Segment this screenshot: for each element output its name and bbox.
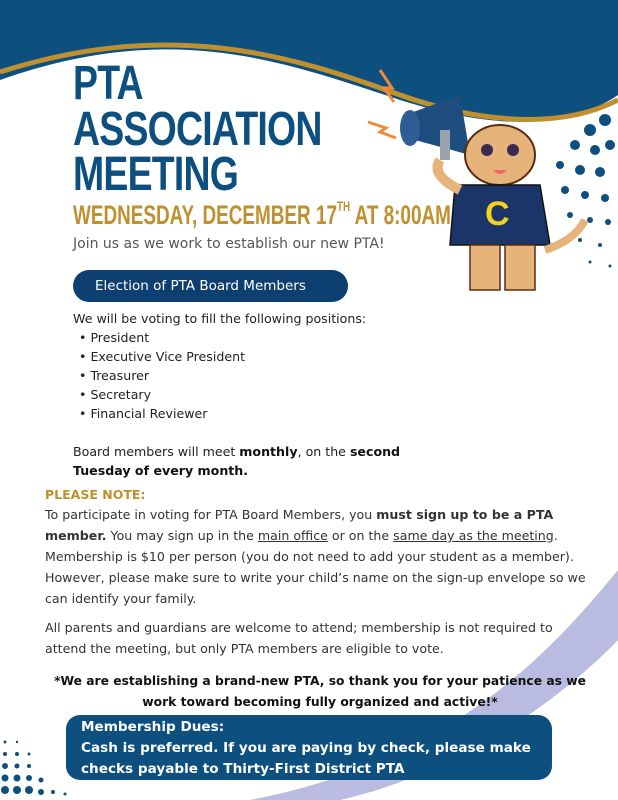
- text: or on the: [327, 528, 394, 543]
- emphasis: must sign up to be a PTA member.: [45, 507, 554, 543]
- meeting-date: [73, 200, 451, 231]
- attendance-paragraph: All parents and guardians are welcome to attend; membership is not required to attend the meeting, but only PTA members are eligible to vote.: [45, 620, 553, 656]
- position-item: • President: [79, 328, 366, 347]
- dot-pattern-bottom-left: [1, 741, 67, 796]
- position-item: • Secretary: [79, 385, 366, 404]
- dues-title: Membership Dues:: [81, 719, 225, 735]
- position-item: • Financial Reviewer: [79, 404, 366, 423]
- text: , on the: [297, 444, 350, 459]
- board-meeting-info: [73, 442, 413, 480]
- text: To participate in voting for PTA Board Members, you: [45, 507, 377, 522]
- time-text: AT 8:00AM: [350, 200, 451, 230]
- positions-section: [73, 309, 366, 423]
- emphasis: monthly: [239, 444, 298, 459]
- text: . Membership is $10 per person (you do not need to add your student as a member). However, please make sure to write your child’s name on the sign-up envelope so we can identify your family.: [45, 528, 586, 606]
- tagline: Join us as we work to establish our new PTA!: [73, 236, 385, 252]
- emphasis: second Tuesday of every month.: [73, 444, 401, 478]
- membership-dues-box: [66, 715, 552, 780]
- please-note-label: PLEASE NOTE:: [45, 487, 146, 502]
- date-text: WEDNESDAY, DECEMBER 17: [73, 200, 337, 230]
- positions-intro: We will be voting to fill the following positions:: [73, 311, 367, 326]
- same-day-underlined: same day as the meeting: [393, 528, 554, 543]
- title-line-3: MEETING: [73, 148, 239, 201]
- text: You may sign up in the: [106, 528, 258, 543]
- membership-paragraph: [45, 504, 590, 609]
- position-item: • Executive Vice President: [79, 347, 366, 366]
- text: Board members will meet: [73, 444, 240, 459]
- date-ordinal: TH: [336, 198, 351, 214]
- title-line-1: PTA: [73, 57, 143, 110]
- election-heading-pill: Election of PTA Board Members: [73, 270, 348, 302]
- main-office-underlined: main office: [257, 528, 328, 543]
- thank-you-note: *We are establishing a brand-new PTA, so thank you for your patience as we work toward becoming fully organized and active!*: [54, 674, 586, 709]
- svg-text:C: C: [485, 195, 510, 233]
- title-line-2: ASSOCIATION: [73, 103, 322, 156]
- position-item: • Treasurer: [79, 366, 366, 385]
- positions-list: [73, 328, 366, 423]
- dues-text: Cash is preferred. If you are paying by check, please make checks payable to Thirty-First District PTA: [81, 740, 531, 777]
